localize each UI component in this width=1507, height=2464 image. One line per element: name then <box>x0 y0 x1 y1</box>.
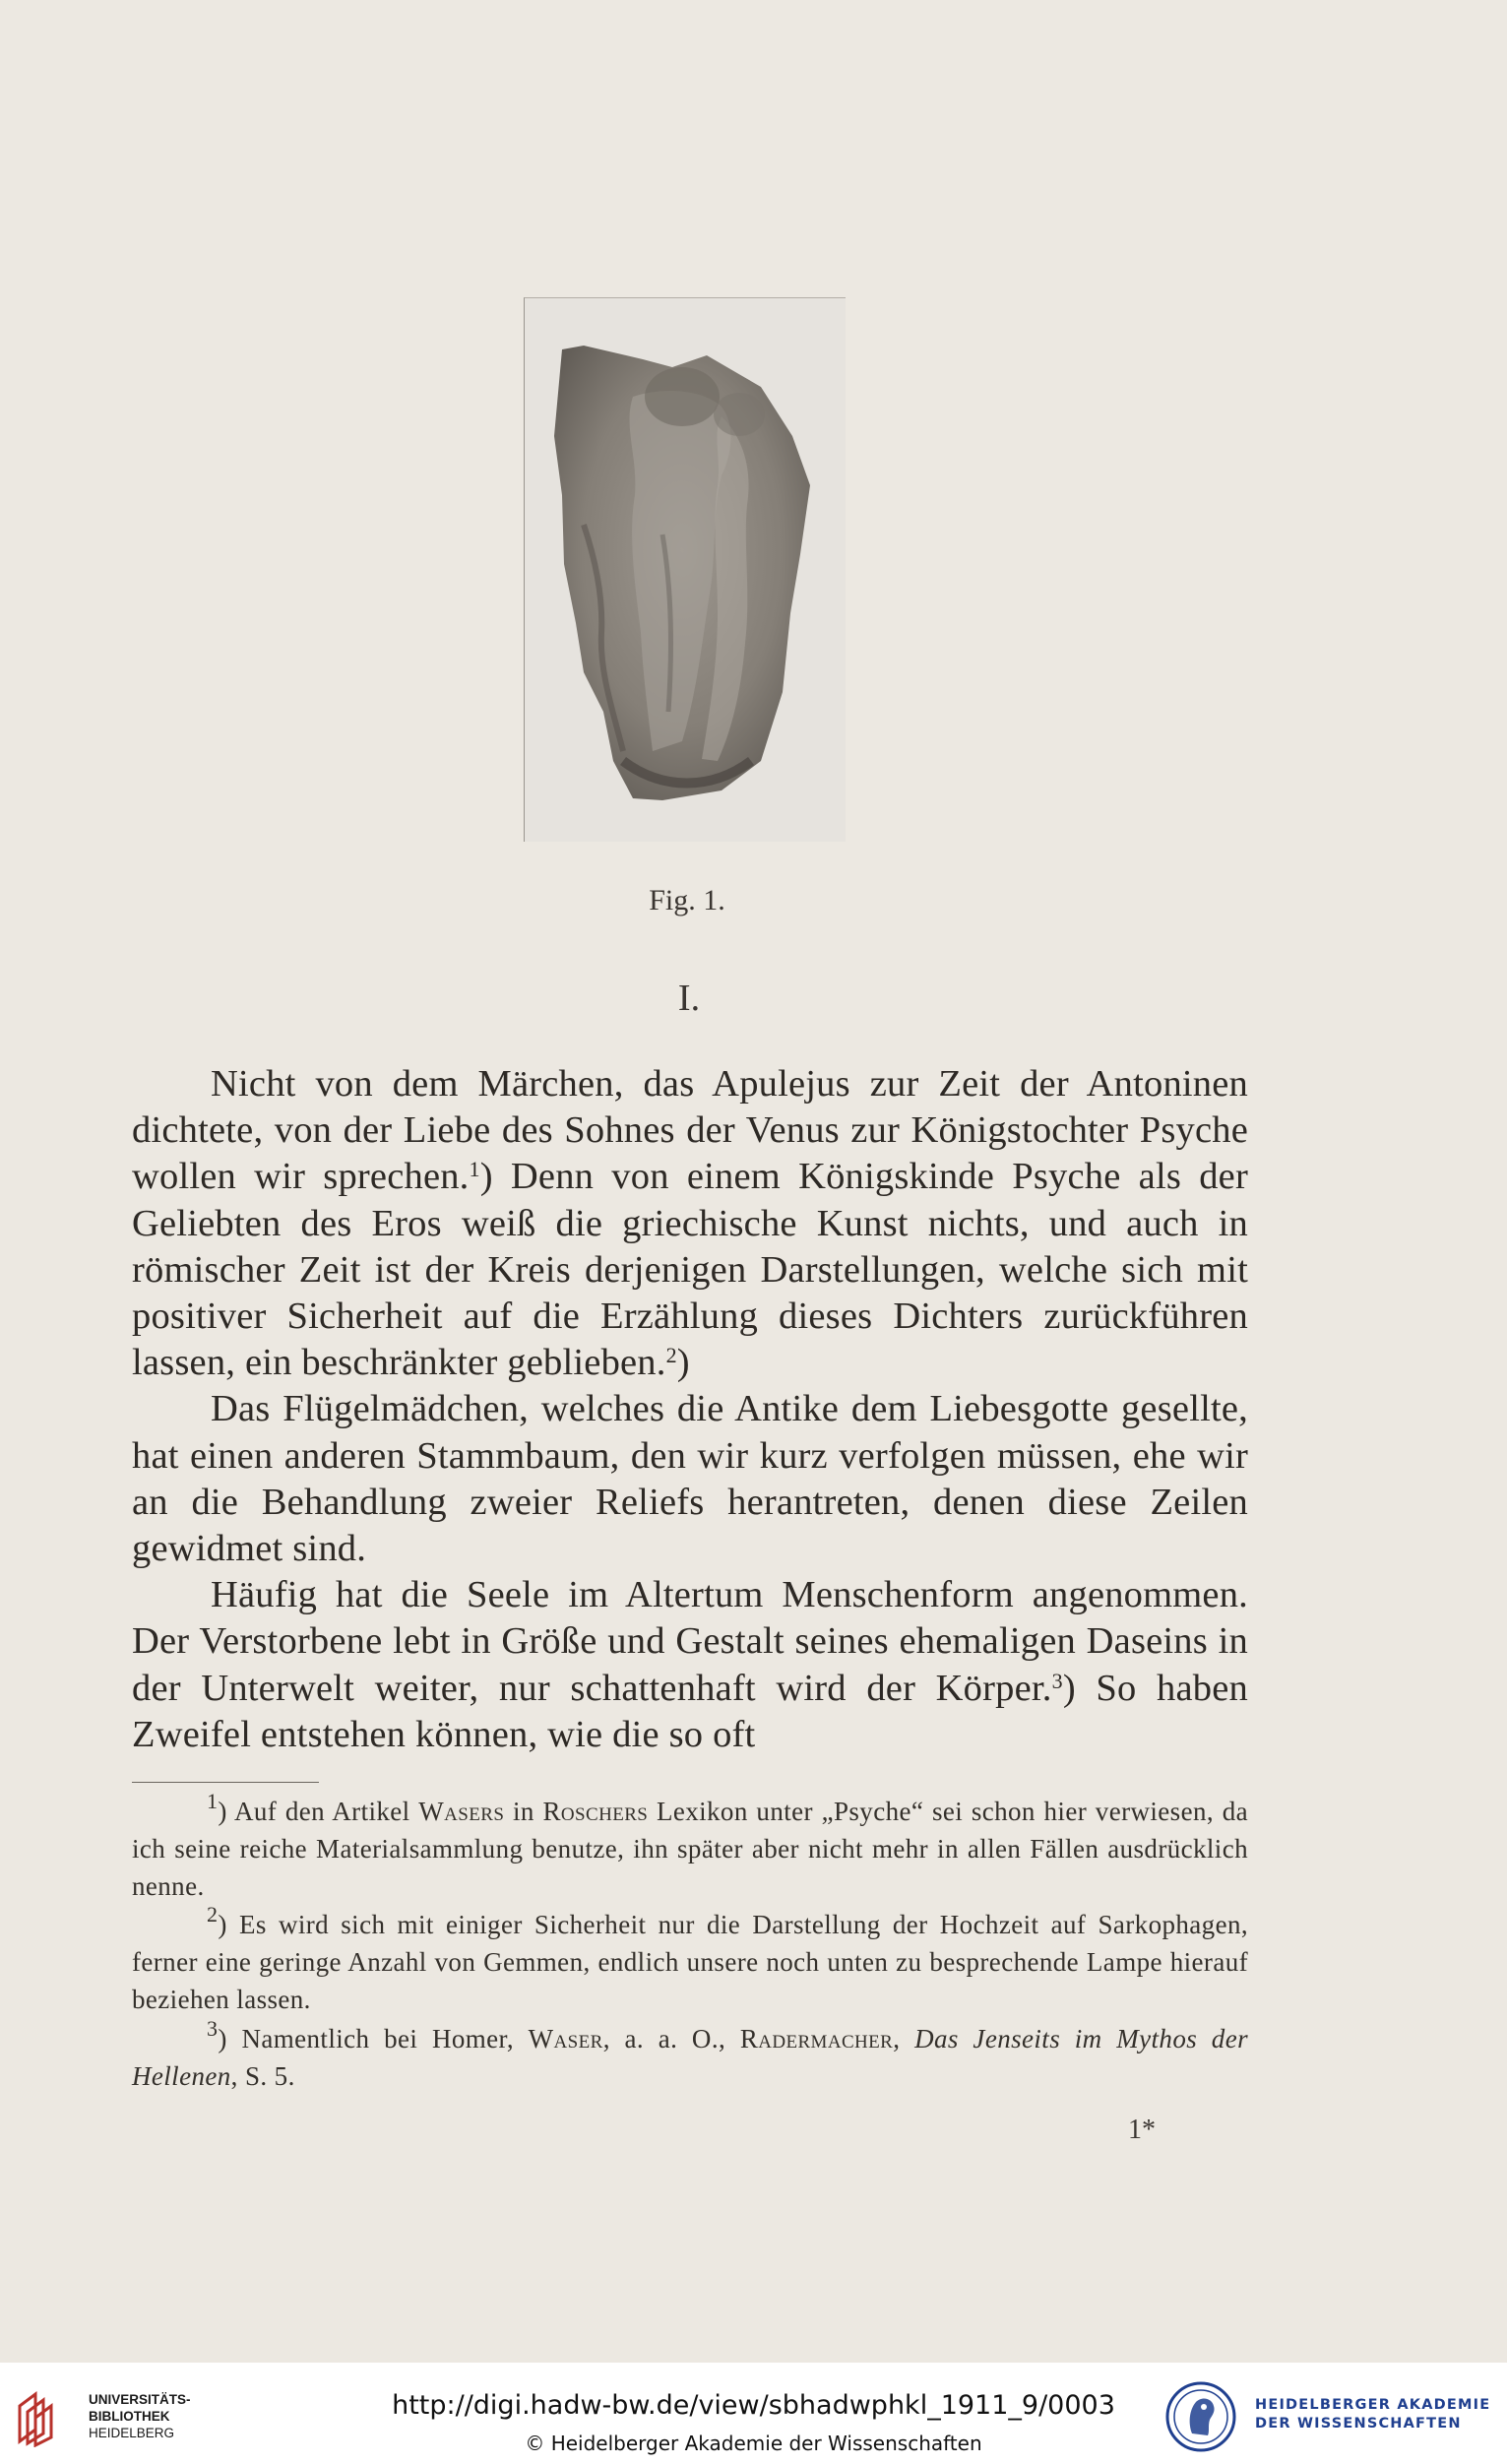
section-title: I. <box>677 978 701 1019</box>
relief-photograph <box>524 297 846 842</box>
text-run: ) Namentlich bei Homer, <box>218 2023 529 2053</box>
library-line: UNIVERSITÄTS- <box>89 2392 191 2407</box>
academy-name[interactable] <box>1255 2396 1490 2433</box>
academy-seal-icon[interactable] <box>1164 2380 1237 2453</box>
text-run: Lexikon unter „Psyche“ sei schon hier verwiesen, da ich seine reiche Materialsammlung benutze, ihn später aber nicht mehr in allen Fällen ausdrücklich nenne. <box>132 1797 1248 1901</box>
figure-caption: Fig. 1. <box>649 884 725 916</box>
author-name: Roschers <box>542 1797 649 1826</box>
page-signature: 1* <box>1128 2115 1156 2145</box>
footnotes <box>132 1789 1248 2097</box>
footnote-ref: 2 <box>665 1343 677 1368</box>
academy-line: DER WISSENSCHAFTEN <box>1255 2416 1462 2432</box>
library-line: BIBLIOTHEK <box>89 2409 170 2424</box>
footnote-divider <box>132 1782 319 1783</box>
footnote-1 <box>132 1789 1248 1905</box>
author-name: Wasers <box>418 1797 505 1826</box>
footnote-3 <box>132 2015 1248 2096</box>
footnote-ref: 1 <box>469 1157 480 1182</box>
footnote-ref: 3 <box>1051 1668 1063 1693</box>
text-run: Häufig hat die Seele im Altertum Menschenform angenommen. Der Verstorbene lebt in Größe und Gestalt seines ehemaligen Daseins in der Unterwelt weiter, nur schattenhaft wird der Körper. <box>132 1574 1248 1709</box>
text-run: ) So haben Zweifel entstehen können, wie die so oft <box>132 1667 1248 1755</box>
copyright-notice: © Heidelberger Akademie der Wissenschaften <box>525 2432 982 2455</box>
academy-line: HEIDELBERGER AKADEMIE <box>1255 2397 1491 2413</box>
footnote-2 <box>132 1902 1248 2018</box>
author-name: Radermacher <box>739 2023 894 2053</box>
text-run: ) Es wird sich mit einiger Sicherheit nur die Darstellung der Hochzeit auf Sarkophagen, ferner eine geringe Anzahl von Gemmen, endlich unsere noch unten zu besprechende Lampe hierauf beziehen lassen. <box>132 1910 1248 2014</box>
footnote-marker: 2 <box>207 1902 219 1927</box>
document-url-link[interactable]: http://digi.hadw-bw.de/view/sbhadwphkl_1911_9/0003 <box>392 2390 1115 2421</box>
text-run: , a. a. O., <box>602 2023 740 2053</box>
text-run: ) Auf den Artikel <box>218 1797 419 1826</box>
body-text <box>132 1061 1248 1758</box>
text-run: , <box>893 2023 915 2053</box>
footnote-marker: 1 <box>207 1789 219 1813</box>
paragraph <box>132 1572 1248 1758</box>
text-run: Nicht von dem Märchen, das Apulejus zur Zeit der Antoninen dichtete, von der Liebe des Sohnes der Venus zur Königstochter Psyche wollen wir sprechen. <box>132 1063 1248 1198</box>
author-name: Waser <box>528 2023 603 2053</box>
text-run: in <box>504 1797 543 1826</box>
paragraph <box>132 1061 1248 1386</box>
text-run: ) <box>676 1342 690 1384</box>
text-run: ) Denn von einem Königskinde Psyche als der Geliebten des Eros weiß die griechische Kunst nichts, und auch in römischer Zeit ist der Kreis derjenigen Darstellungen, welche sich mit positiver Sicherheit auf die Erzählung dieses Dichters zurückführen lassen, ein beschränkter geblieben. <box>132 1156 1248 1384</box>
library-line: HEIDELBERG <box>89 2426 175 2440</box>
text-run: , S. 5. <box>230 2060 295 2091</box>
paragraph: Das Flügelmädchen, welches die Antike dem Liebesgotte gesellte, hat einen anderen Stammbaum, den wir kurz verfolgen müssen, ehe wir an die Behandlung zweier Reliefs herantreten, denen diese Zeilen gewidmet sind. <box>132 1388 1248 1570</box>
footnote-marker: 3 <box>207 2015 219 2041</box>
book-title: Das Jenseits im Mythos der Hellenen <box>132 2023 1248 2091</box>
